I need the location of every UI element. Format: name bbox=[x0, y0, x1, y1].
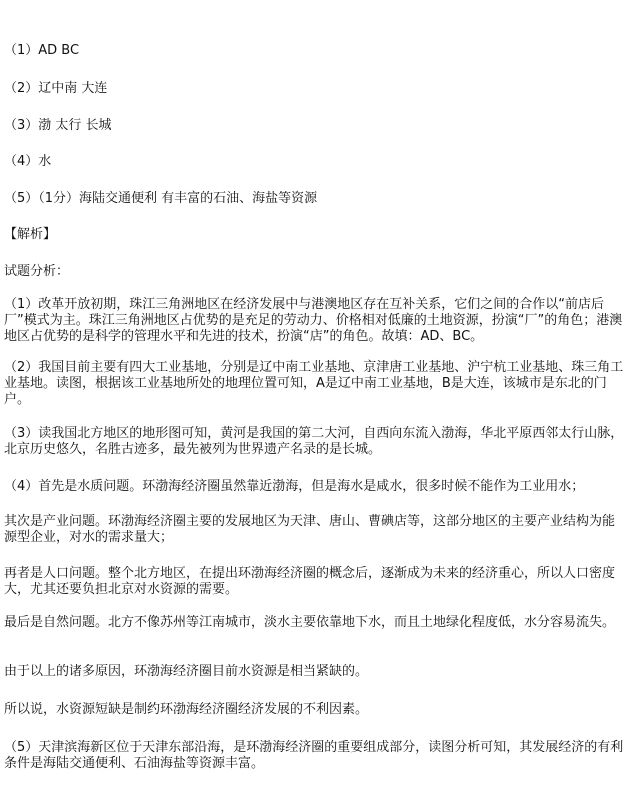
answer-2: （2）辽中南 大连 bbox=[4, 81, 108, 96]
answer-1: （1）AD BC bbox=[4, 43, 80, 58]
analysis-paragraph-4: （4）首先是水质问题。环渤海经济圈虽然靠近渤海，但是海水是咸水，很多时候不能作为工业用水； bbox=[4, 479, 585, 494]
answer-3: （3）渤 太行 长城 bbox=[4, 118, 112, 133]
answer-5: （5）（1分）海陆交通便利 有丰富的石油、海盐等资源 bbox=[4, 191, 318, 206]
analysis-paragraph-9: 所以说，水资源短缺是制约环渤海经济圈经济发展的不利因素。 bbox=[4, 702, 369, 717]
analysis-paragraph-7: 最后是自然问题。北方不像苏州等江南城市，淡水主要依靠地下水，而且土地绿化程度低，水分容易流失。 bbox=[4, 615, 616, 630]
analysis-paragraph-3: （3）读我国北方地区的地形图可知，黄河是我国的第二大河，自西向东流入渤海，华北平原西邻太行山脉，北京历史悠久，名胜古迹多，最先被列为世界遗产名录的是长城。 bbox=[4, 426, 624, 457]
analysis-heading: 【解析】 bbox=[4, 227, 57, 242]
analysis-paragraph-1: （1）改革开放初期，珠江三角洲地区在经济发展中与港澳地区存在互补关系，它们之间的合作以“前店后厂”模式为主。珠江三角洲地区占优势的是充足的劳动力、价格相对低廉的土地资源，扮演“厂”的角色；港澳地区占优势的是科学的管理水平和先进的技术，扮演“店”的角色。故填：AD、BC。 bbox=[4, 297, 623, 344]
analysis-paragraph-6: 再者是人口问题。整个北方地区，在提出环渤海经济圈的概念后，逐渐成为未来的经济重心，所以人口密度大，尤其还要负担北京对水资源的需要。 bbox=[4, 566, 616, 597]
answer-4: （4）水 bbox=[4, 154, 52, 169]
analysis-paragraph-10: （5）天津滨海新区位于天津东部沿海，是环渤海经济圈的重要组成部分，读图分析可知，其发展经济的有利条件是海陆交通便利、石油海盐等资源丰富。 bbox=[4, 740, 624, 771]
analysis-paragraph-5: 其次是产业问题。环渤海经济圈主要的发展地区为天津、唐山、曹碘店等，这部分地区的主要产业结构为能源型企业，对水的需求量大； bbox=[4, 514, 616, 545]
analysis-paragraph-8: 由于以上的诸多原因，环渤海经济圈目前水资源是相当紧缺的。 bbox=[4, 664, 369, 679]
analysis-paragraph-2: （2）我国目前主要有四大工业基地，分别是辽中南工业基地、京津唐工业基地、沪宁杭工业基地、珠三角工业基地。读图，根据该工业基地所处的地理位置可知，A是辽中南工业基地，B是大连，该城市是东北的门户。 bbox=[4, 360, 624, 407]
analysis-intro: 试题分析： bbox=[4, 264, 70, 279]
